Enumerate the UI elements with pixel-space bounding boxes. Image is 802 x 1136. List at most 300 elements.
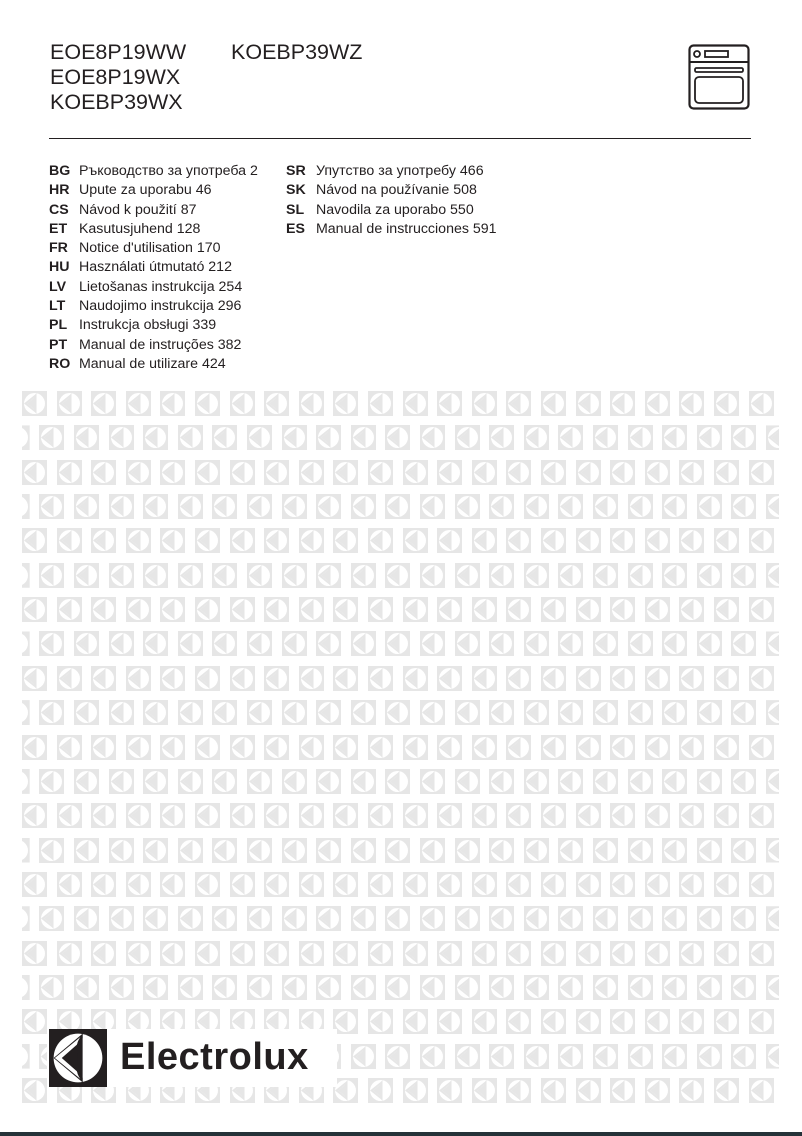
pattern-tile-icon: [610, 460, 635, 485]
pattern-tile-icon: [264, 803, 289, 828]
language-entry[interactable]: HR Upute za uporabu 46: [49, 182, 212, 199]
pattern-tile-icon: [731, 906, 756, 931]
pattern-tile-icon: [679, 872, 704, 897]
pattern-tile-icon: [74, 769, 99, 794]
pattern-tile-icon: [437, 1009, 462, 1034]
pattern-tile-icon: [506, 1009, 531, 1034]
pattern-tile-icon: [714, 803, 739, 828]
pattern-tile-icon: [403, 941, 428, 966]
pattern-tile-icon: [57, 460, 82, 485]
pattern-tile-icon: [282, 838, 307, 863]
pattern-row: [0, 391, 802, 416]
pattern-tile-icon: [316, 563, 341, 588]
pattern-tile-icon: [524, 700, 549, 725]
pattern-tile-icon: [489, 975, 514, 1000]
pattern-row: [0, 975, 802, 1000]
pattern-tile-icon: [385, 631, 410, 656]
pattern-tile-icon: [593, 769, 618, 794]
pattern-tile-icon: [247, 769, 272, 794]
pattern-tile-icon: [766, 1044, 791, 1069]
pattern-tile-icon: [57, 666, 82, 691]
pattern-tile-icon: [299, 803, 324, 828]
pattern-tile-icon: [333, 528, 358, 553]
pattern-tile-icon: [212, 700, 237, 725]
language-entry[interactable]: BG Ръководство за употреба 2: [49, 163, 258, 179]
pattern-tile-icon: [22, 666, 47, 691]
pattern-tile-icon: [420, 494, 445, 519]
pattern-tile-icon: [766, 631, 791, 656]
pattern-tile-icon: [506, 803, 531, 828]
pattern-tile-icon: [57, 735, 82, 760]
pattern-tile-icon: [299, 735, 324, 760]
pattern-tile-icon: [766, 494, 791, 519]
pattern-tile-icon: [593, 838, 618, 863]
pattern-tile-icon: [662, 425, 687, 450]
pattern-tile-icon: [576, 1009, 601, 1034]
pattern-tile-icon: [749, 1009, 774, 1034]
model-number: EOE8P19WW: [50, 40, 187, 64]
language-entry[interactable]: LV Lietošanas instrukcija 254: [49, 278, 243, 295]
pattern-tile-icon: [558, 1044, 583, 1069]
pattern-tile-icon: [351, 494, 376, 519]
pattern-tile-icon: [160, 735, 185, 760]
pattern-tile-icon: [489, 838, 514, 863]
pattern-tile-icon: [437, 460, 462, 485]
pattern-tile-icon: [541, 872, 566, 897]
pattern-tile-icon: [299, 941, 324, 966]
pattern-tile-icon: [662, 838, 687, 863]
pattern-tile-icon: [610, 528, 635, 553]
pattern-tile-icon: [558, 975, 583, 1000]
language-entry[interactable]: RO Manual de utilizare 424: [49, 355, 226, 372]
pattern-tile-icon: [282, 631, 307, 656]
pattern-tile-icon: [524, 838, 549, 863]
pattern-tile-icon: [628, 975, 653, 1000]
pattern-tile-icon: [368, 1009, 393, 1034]
pattern-tile-icon: [697, 838, 722, 863]
pattern-tile-icon: [437, 1078, 462, 1103]
pattern-tile-icon: [714, 872, 739, 897]
pattern-tile-icon: [351, 1044, 376, 1069]
pattern-tile-icon: [766, 906, 791, 931]
pattern-tile-icon: [403, 597, 428, 622]
pattern-tile-icon: [749, 872, 774, 897]
pattern-tile-icon: [455, 563, 480, 588]
pattern-tile-icon: [282, 906, 307, 931]
pattern-tile-icon: [558, 906, 583, 931]
pattern-tile-icon: [39, 769, 64, 794]
pattern-tile-icon: [645, 872, 670, 897]
pattern-tile-icon: [143, 425, 168, 450]
pattern-tile-icon: [749, 528, 774, 553]
pattern-tile-icon: [403, 666, 428, 691]
pattern-tile-icon: [662, 1044, 687, 1069]
pattern-tile-icon: [22, 597, 47, 622]
pattern-row: [0, 425, 802, 450]
language-entry[interactable]: LT Naudojimo instrukcija 296: [49, 298, 242, 315]
pattern-tile-icon: [5, 769, 30, 794]
pattern-tile-icon: [351, 975, 376, 1000]
pattern-tile-icon: [178, 975, 203, 1000]
pattern-tile-icon: [766, 838, 791, 863]
pattern-tile-icon: [195, 735, 220, 760]
pattern-tile-icon: [74, 631, 99, 656]
brand-pattern-background: [0, 391, 802, 1116]
pattern-tile-icon: [212, 425, 237, 450]
pattern-tile-icon: [749, 803, 774, 828]
pattern-tile-icon: [143, 838, 168, 863]
pattern-tile-icon: [351, 425, 376, 450]
pattern-tile-icon: [662, 769, 687, 794]
pattern-tile-icon: [662, 906, 687, 931]
pattern-tile-icon: [541, 666, 566, 691]
pattern-tile-icon: [160, 941, 185, 966]
pattern-tile-icon: [230, 666, 255, 691]
pattern-tile-icon: [316, 631, 341, 656]
language-entry[interactable]: FR Notice d'utilisation 170: [49, 240, 221, 257]
pattern-tile-icon: [403, 391, 428, 416]
pattern-tile-icon: [282, 425, 307, 450]
pattern-tile-icon: [160, 803, 185, 828]
pattern-tile-icon: [57, 597, 82, 622]
pattern-tile-icon: [57, 872, 82, 897]
pattern-tile-icon: [385, 975, 410, 1000]
pattern-tile-icon: [420, 631, 445, 656]
pattern-tile-icon: [212, 563, 237, 588]
pattern-tile-icon: [628, 631, 653, 656]
pattern-tile-icon: [247, 494, 272, 519]
pattern-tile-icon: [766, 425, 791, 450]
pattern-tile-icon: [628, 769, 653, 794]
pattern-tile-icon: [472, 941, 497, 966]
pattern-tile-icon: [749, 460, 774, 485]
pattern-tile-icon: [91, 872, 116, 897]
pattern-tile-icon: [524, 975, 549, 1000]
pattern-tile-icon: [524, 494, 549, 519]
pattern-tile-icon: [264, 941, 289, 966]
pattern-tile-icon: [420, 838, 445, 863]
pattern-tile-icon: [178, 838, 203, 863]
pattern-tile-icon: [91, 597, 116, 622]
pattern-row: [0, 597, 802, 622]
pattern-tile-icon: [593, 425, 618, 450]
pattern-tile-icon: [420, 700, 445, 725]
pattern-tile-icon: [39, 425, 64, 450]
pattern-tile-icon: [247, 975, 272, 1000]
pattern-tile-icon: [472, 391, 497, 416]
pattern-tile-icon: [576, 460, 601, 485]
pattern-tile-icon: [437, 872, 462, 897]
pattern-tile-icon: [351, 700, 376, 725]
pattern-tile-icon: [109, 769, 134, 794]
pattern-tile-icon: [109, 425, 134, 450]
pattern-tile-icon: [195, 391, 220, 416]
pattern-tile-icon: [541, 597, 566, 622]
pattern-tile-icon: [576, 666, 601, 691]
pattern-tile-icon: [628, 838, 653, 863]
pattern-tile-icon: [610, 666, 635, 691]
pattern-tile-icon: [420, 563, 445, 588]
pattern-tile-icon: [91, 528, 116, 553]
pattern-tile-icon: [541, 941, 566, 966]
pattern-tile-icon: [558, 494, 583, 519]
pattern-row: [0, 941, 802, 966]
pattern-tile-icon: [126, 391, 151, 416]
pattern-tile-icon: [74, 700, 99, 725]
pattern-tile-icon: [714, 460, 739, 485]
pattern-tile-icon: [22, 735, 47, 760]
pattern-tile-icon: [593, 975, 618, 1000]
pattern-tile-icon: [178, 425, 203, 450]
pattern-tile-icon: [610, 803, 635, 828]
pattern-tile-icon: [610, 1078, 635, 1103]
pattern-tile-icon: [766, 975, 791, 1000]
pattern-tile-icon: [22, 391, 47, 416]
pattern-tile-icon: [57, 391, 82, 416]
pattern-tile-icon: [576, 803, 601, 828]
pattern-tile-icon: [178, 631, 203, 656]
oven-icon: [688, 44, 750, 110]
pattern-tile-icon: [731, 631, 756, 656]
language-entry[interactable]: ES Manual de instrucciones 591: [286, 220, 497, 237]
pattern-tile-icon: [697, 494, 722, 519]
pattern-tile-icon: [576, 941, 601, 966]
pattern-tile-icon: [472, 872, 497, 897]
model-numbers: [50, 40, 363, 115]
pattern-tile-icon: [178, 769, 203, 794]
pattern-tile-icon: [403, 872, 428, 897]
pattern-tile-icon: [160, 666, 185, 691]
pattern-tile-icon: [247, 838, 272, 863]
pattern-tile-icon: [264, 528, 289, 553]
pattern-tile-icon: [22, 1009, 47, 1034]
pattern-tile-icon: [264, 872, 289, 897]
pattern-tile-icon: [126, 872, 151, 897]
pattern-tile-icon: [22, 872, 47, 897]
pattern-tile-icon: [316, 769, 341, 794]
pattern-tile-icon: [593, 906, 618, 931]
pattern-tile-icon: [282, 563, 307, 588]
pattern-tile-icon: [333, 803, 358, 828]
pattern-tile-icon: [506, 391, 531, 416]
pattern-tile-icon: [472, 597, 497, 622]
pattern-tile-icon: [368, 528, 393, 553]
pattern-tile-icon: [333, 391, 358, 416]
pattern-tile-icon: [455, 975, 480, 1000]
pattern-tile-icon: [489, 631, 514, 656]
pattern-tile-icon: [178, 700, 203, 725]
pattern-tile-icon: [351, 769, 376, 794]
pattern-tile-icon: [420, 975, 445, 1000]
pattern-tile-icon: [126, 803, 151, 828]
pattern-tile-icon: [731, 425, 756, 450]
pattern-tile-icon: [39, 494, 64, 519]
language-entry[interactable]: PT Manual de instruções 382: [49, 336, 242, 353]
pattern-tile-icon: [195, 941, 220, 966]
pattern-tile-icon: [714, 666, 739, 691]
pattern-tile-icon: [333, 1078, 358, 1103]
language-entry[interactable]: SK Návod na používanie 508: [286, 182, 477, 199]
pattern-tile-icon: [541, 528, 566, 553]
pattern-tile-icon: [714, 597, 739, 622]
pattern-tile-icon: [420, 425, 445, 450]
pattern-tile-icon: [662, 494, 687, 519]
pattern-tile-icon: [160, 460, 185, 485]
pattern-tile-icon: [195, 666, 220, 691]
pattern-tile-icon: [282, 494, 307, 519]
pattern-tile-icon: [593, 494, 618, 519]
pattern-tile-icon: [385, 1044, 410, 1069]
pattern-tile-icon: [57, 528, 82, 553]
pattern-tile-icon: [662, 700, 687, 725]
pattern-tile-icon: [472, 735, 497, 760]
pattern-tile-icon: [506, 666, 531, 691]
pattern-tile-icon: [57, 803, 82, 828]
pattern-tile-icon: [5, 494, 30, 519]
pattern-tile-icon: [39, 975, 64, 1000]
pattern-tile-icon: [420, 1044, 445, 1069]
pattern-tile-icon: [731, 975, 756, 1000]
pattern-tile-icon: [264, 666, 289, 691]
pattern-tile-icon: [143, 494, 168, 519]
pattern-tile-icon: [628, 494, 653, 519]
pattern-tile-icon: [679, 666, 704, 691]
pattern-tile-icon: [766, 563, 791, 588]
pattern-tile-icon: [420, 906, 445, 931]
pattern-tile-icon: [126, 460, 151, 485]
pattern-tile-icon: [282, 769, 307, 794]
pattern-tile-icon: [74, 975, 99, 1000]
pattern-tile-icon: [368, 941, 393, 966]
pattern-tile-icon: [628, 563, 653, 588]
pattern-tile-icon: [506, 1078, 531, 1103]
pattern-tile-icon: [576, 872, 601, 897]
pattern-row: [0, 735, 802, 760]
language-entry[interactable]: SL Navodila za uporabo 550: [286, 201, 474, 218]
language-index-column-2: [286, 162, 497, 239]
pattern-tile-icon: [385, 494, 410, 519]
language-entry[interactable]: ET Kasutusjuhend 128: [49, 220, 201, 237]
language-entry[interactable]: CS Návod k použití 87: [49, 201, 197, 218]
pattern-tile-icon: [22, 460, 47, 485]
pattern-tile-icon: [403, 803, 428, 828]
pattern-tile-icon: [264, 597, 289, 622]
pattern-tile-icon: [437, 666, 462, 691]
pattern-tile-icon: [472, 528, 497, 553]
pattern-tile-icon: [333, 941, 358, 966]
pattern-tile-icon: [178, 494, 203, 519]
pattern-tile-icon: [645, 803, 670, 828]
pattern-tile-icon: [489, 494, 514, 519]
pattern-row: [0, 803, 802, 828]
pattern-tile-icon: [489, 769, 514, 794]
pattern-tile-icon: [74, 563, 99, 588]
pattern-tile-icon: [558, 838, 583, 863]
pattern-tile-icon: [610, 941, 635, 966]
pattern-tile-icon: [714, 941, 739, 966]
pattern-tile-icon: [610, 391, 635, 416]
pattern-tile-icon: [576, 391, 601, 416]
pattern-tile-icon: [558, 700, 583, 725]
pattern-tile-icon: [697, 700, 722, 725]
pattern-tile-icon: [524, 906, 549, 931]
pattern-tile-icon: [212, 906, 237, 931]
pattern-row: [0, 872, 802, 897]
pattern-tile-icon: [697, 975, 722, 1000]
pattern-tile-icon: [333, 872, 358, 897]
pattern-tile-icon: [368, 803, 393, 828]
pattern-tile-icon: [506, 941, 531, 966]
pattern-tile-icon: [247, 700, 272, 725]
pattern-row: [0, 838, 802, 863]
pattern-tile-icon: [351, 563, 376, 588]
pattern-tile-icon: [264, 460, 289, 485]
pattern-tile-icon: [420, 769, 445, 794]
pattern-tile-icon: [160, 597, 185, 622]
pattern-tile-icon: [679, 803, 704, 828]
pattern-tile-icon: [645, 735, 670, 760]
pattern-tile-icon: [455, 906, 480, 931]
pattern-tile-icon: [679, 597, 704, 622]
pattern-tile-icon: [22, 941, 47, 966]
pattern-tile-icon: [195, 803, 220, 828]
pattern-tile-icon: [645, 528, 670, 553]
pattern-tile-icon: [766, 700, 791, 725]
pattern-tile-icon: [109, 838, 134, 863]
pattern-tile-icon: [524, 631, 549, 656]
pattern-tile-icon: [610, 872, 635, 897]
pattern-tile-icon: [109, 563, 134, 588]
pattern-tile-icon: [316, 425, 341, 450]
pattern-tile-icon: [299, 460, 324, 485]
pattern-tile-icon: [368, 666, 393, 691]
pattern-tile-icon: [403, 735, 428, 760]
pattern-tile-icon: [385, 425, 410, 450]
pattern-tile-icon: [610, 597, 635, 622]
pattern-tile-icon: [697, 563, 722, 588]
pattern-tile-icon: [455, 700, 480, 725]
pattern-tile-icon: [558, 563, 583, 588]
pattern-tile-icon: [506, 872, 531, 897]
pattern-tile-icon: [714, 735, 739, 760]
pattern-tile-icon: [126, 528, 151, 553]
language-entry[interactable]: SR Упутство за употребу 466: [286, 163, 484, 179]
pattern-tile-icon: [230, 460, 255, 485]
pattern-tile-icon: [333, 735, 358, 760]
pattern-tile-icon: [74, 425, 99, 450]
pattern-tile-icon: [143, 700, 168, 725]
pattern-tile-icon: [679, 528, 704, 553]
language-entry[interactable]: PL Instrukcja obsługi 339: [49, 317, 217, 334]
pattern-tile-icon: [541, 1009, 566, 1034]
pattern-tile-icon: [489, 563, 514, 588]
pattern-tile-icon: [5, 1044, 30, 1069]
pattern-tile-icon: [385, 769, 410, 794]
pattern-tile-icon: [662, 631, 687, 656]
pattern-tile-icon: [299, 528, 324, 553]
pattern-tile-icon: [524, 563, 549, 588]
pattern-tile-icon: [247, 906, 272, 931]
pattern-row: [0, 563, 802, 588]
pattern-tile-icon: [91, 735, 116, 760]
pattern-tile-icon: [749, 391, 774, 416]
pattern-tile-icon: [230, 528, 255, 553]
pattern-tile-icon: [143, 631, 168, 656]
pattern-tile-icon: [593, 563, 618, 588]
pattern-tile-icon: [109, 700, 134, 725]
language-entry[interactable]: HU Használati útmutató 212: [49, 259, 232, 276]
pattern-tile-icon: [143, 975, 168, 1000]
